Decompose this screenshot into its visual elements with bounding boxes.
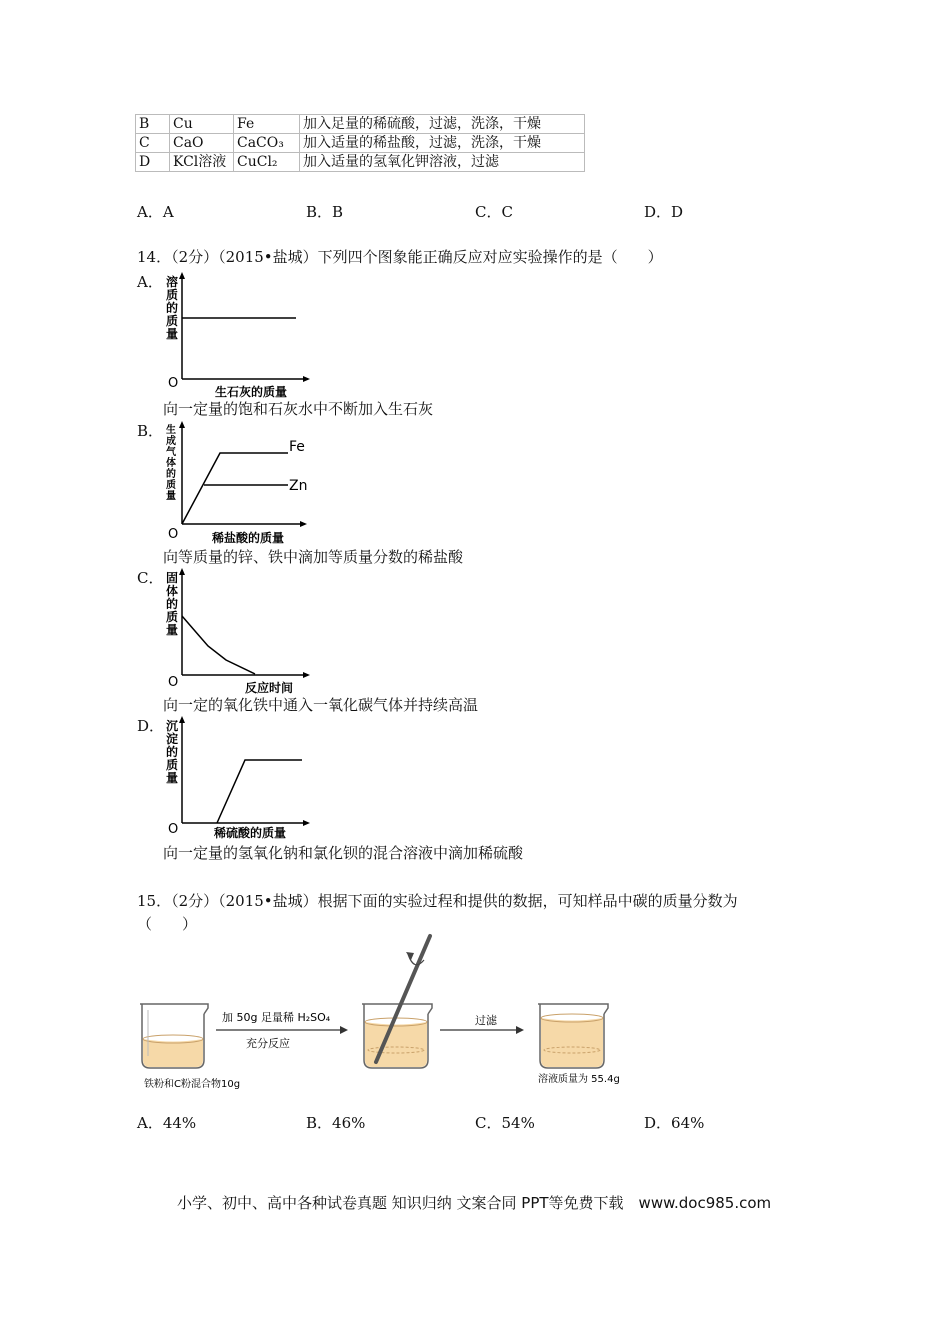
graph-b-fe-label: Fe <box>289 439 305 455</box>
arrow-up-icon <box>179 421 185 428</box>
q15-stem-paren: （ ） <box>137 915 198 933</box>
table-cell: B <box>136 115 170 134</box>
arrow-up-icon <box>179 568 185 575</box>
graph-b-ylabel: 生成气体的质量 <box>166 425 176 502</box>
table-cell: Fe <box>234 115 300 134</box>
table-cell: Cu <box>170 115 234 134</box>
table-cell: D <box>136 153 170 172</box>
arrow-up-icon <box>179 716 185 723</box>
beaker-3-label: 溶液质量为 55.4g <box>538 1074 620 1085</box>
graph-d-ylabel: 沉淀的质量 <box>166 719 179 785</box>
q14-option-b-label[interactable]: B． <box>137 422 164 440</box>
graph-c-xlabel: 反应时间 <box>245 681 294 695</box>
q14-option-d-label[interactable]: D． <box>137 717 165 735</box>
table-cell: CaCO₃ <box>234 134 300 153</box>
arrow-right-icon <box>303 820 310 826</box>
graph-d-xlabel: 稀硫酸的质量 <box>214 826 287 840</box>
beaker-2 <box>362 936 432 1068</box>
table-cell: 加入足量的稀硫酸，过滤，洗涤，干燥 <box>300 115 585 134</box>
table-cell: 加入适量的氢氧化钾溶液，过滤 <box>300 153 585 172</box>
graph-a-xlabel: 生石灰的质量 <box>215 385 288 399</box>
arrow-right-icon <box>340 1026 348 1034</box>
q15-experiment-diagram <box>130 932 650 1092</box>
q14-graph-a <box>160 272 320 400</box>
arrow-right-icon <box>516 1026 524 1034</box>
arrow-2-label: 过滤 <box>475 1014 497 1027</box>
graph-d-origin: O <box>168 822 179 837</box>
q15-choice-d[interactable]: D．64% <box>644 1114 705 1132</box>
q14-option-d-caption: 向一定量的氢氧化钠和氯化钡的混合溶液中滴加稀硫酸 <box>163 844 524 862</box>
q13-choice-a[interactable]: A．A <box>137 203 174 221</box>
graph-b-zn-label: Zn <box>289 478 308 494</box>
q13-choice-d[interactable]: D．D <box>644 203 684 221</box>
arrow-right-icon <box>303 672 310 678</box>
q14-graph-c <box>160 568 320 696</box>
q13-choice-c[interactable]: C．C <box>475 203 513 221</box>
table-cell: 加入适量的稀盐酸，过滤，洗涤，干燥 <box>300 134 585 153</box>
q14-stem: 14．（2分）（2015•盐城）下列四个图象能正确反应对应实验操作的是（ ） <box>137 248 663 266</box>
q13-choice-b[interactable]: B．B <box>306 203 344 221</box>
arrow-right-icon <box>303 376 310 382</box>
graph-b-origin: O <box>168 527 179 542</box>
table-cell: KCl溶液 <box>170 153 234 172</box>
q13-options-table <box>135 114 585 172</box>
graph-a-origin: O <box>168 376 179 391</box>
q14-graph-b <box>160 421 320 547</box>
table-row <box>136 115 585 134</box>
graph-b-fe-line <box>182 453 288 524</box>
beaker-1-label: 铁粉和C粉混合物10g <box>144 1079 241 1090</box>
table-cell: CaO <box>170 134 234 153</box>
table-cell: C <box>136 134 170 153</box>
table-row <box>136 134 585 153</box>
table-cell: CuCl₂ <box>234 153 300 172</box>
graph-a-ylabel: 溶质的质量 <box>166 275 179 341</box>
q14-graph-d <box>160 716 320 842</box>
beaker-1 <box>140 1004 208 1068</box>
q15-choice-b[interactable]: B．46% <box>306 1114 366 1132</box>
q15-choice-a[interactable]: A．44% <box>137 1114 197 1132</box>
q14-option-a-label[interactable]: A． <box>137 273 163 291</box>
q15-stem: 15．（2分）（2015•盐城）根据下面的实验过程和提供的数据，可知样品中碳的质量分数为 <box>137 892 738 910</box>
q14-option-b-caption: 向等质量的锌、铁中滴加等质量分数的稀盐酸 <box>163 548 464 566</box>
graph-c-ylabel: 固体的质量 <box>166 571 179 637</box>
graph-c-origin: O <box>168 675 179 690</box>
liquid <box>365 1022 427 1067</box>
q14-option-a-caption: 向一定量的饱和石灰水中不断加入生石灰 <box>163 400 434 418</box>
arrow-1-top-label: 加 50g 足量稀 H₂SO₄ <box>222 1011 331 1024</box>
graph-d-curve <box>217 760 302 823</box>
table-row <box>136 153 585 172</box>
q14-option-c-caption: 向一定的氧化铁中通入一氧化碳气体并持续高温 <box>163 696 479 714</box>
page-footer[interactable]: 小学、初中、高中各种试卷真题 知识归纳 文案合同 PPT等免费下载 www.doc985.com <box>177 1194 772 1212</box>
liquid <box>541 1018 603 1067</box>
beaker-3 <box>538 1004 608 1068</box>
arrow-right-icon <box>300 521 307 527</box>
graph-c-curve <box>182 616 255 674</box>
q14-option-c-label[interactable]: C． <box>137 569 164 587</box>
arrow-up-icon <box>179 272 185 279</box>
graph-b-xlabel: 稀盐酸的质量 <box>212 531 285 545</box>
arrow-1-bottom-label: 充分反应 <box>246 1037 290 1050</box>
q15-choice-c[interactable]: C．54% <box>475 1114 535 1132</box>
